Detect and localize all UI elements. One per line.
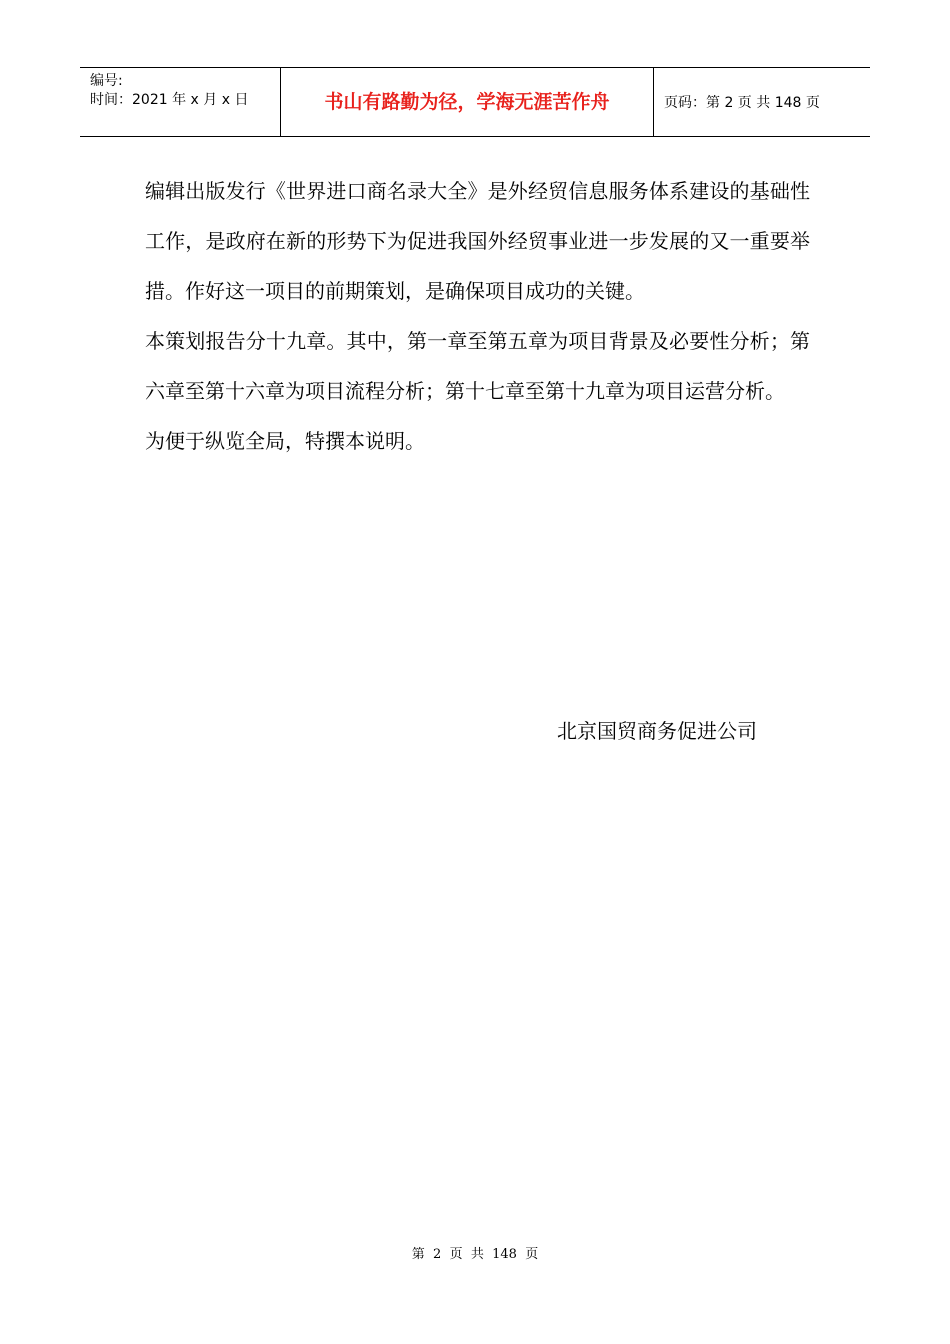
company-signature: 北京国贸商务促进公司 xyxy=(557,719,757,743)
body-paragraph: 本策划报告分十九章。其中，第一章至第五章为项目背景及必要性分析；第六章至第十六章为项目流程分析；第十七章至第十九章为项目运营分析。 xyxy=(145,329,810,403)
page-footer: 第 2 页 共 148 页 xyxy=(411,1247,539,1262)
document-body xyxy=(145,166,810,466)
body-paragraph: 为便于纵览全局，特撰本说明。 xyxy=(145,429,425,453)
header-motto-cell xyxy=(281,68,654,136)
document-date-label: 时间：2021 年 x 月 x 日 xyxy=(90,92,249,108)
header-meta-cell xyxy=(80,68,281,136)
document-number-label: 编号: xyxy=(90,73,123,89)
header-page-info: 页码：第 2 页 共 148 页 xyxy=(664,95,820,111)
document-header xyxy=(80,67,870,137)
header-page-cell xyxy=(654,68,870,136)
body-paragraph: 编辑出版发行《世界进口商名录大全》是外经贸信息服务体系建设的基础性工作，是政府在新的形势下为促进我国外经贸事业进一步发展的又一重要举措。作好这一项目的前期策划，是确保项目成功的关键。 xyxy=(145,179,810,303)
header-motto: 书山有路勤为径，学海无涯苦作舟 xyxy=(324,91,610,113)
